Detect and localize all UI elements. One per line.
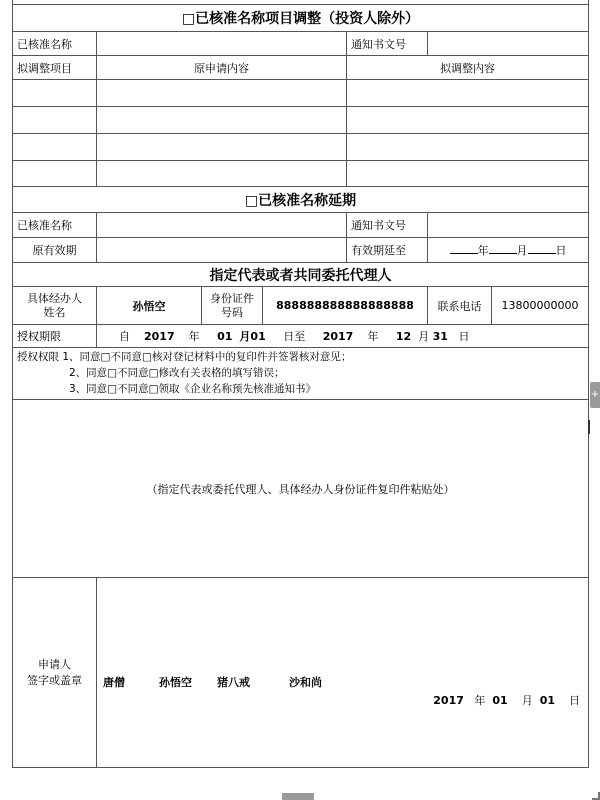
adjust-item-cell[interactable] [13,134,97,161]
applicant-signature-area[interactable] [97,578,589,768]
table-row [13,161,589,187]
proposed-content-cell[interactable] [347,134,589,161]
adjust-item-cell[interactable] [13,107,97,134]
application-form-table [12,4,589,768]
proposed-content-cell[interactable] [347,107,589,134]
section3-title: 指定代表或者共同委托代理人 [13,263,589,287]
auth-scope-item-3[interactable]: 3、同意□不同意□领取《企业名称预先核准通知书》 [69,383,317,395]
adjust-item-cell[interactable] [13,161,97,187]
table-row [13,80,589,107]
proposed-content-cell[interactable] [347,161,589,187]
side-expand-handle[interactable]: + [590,382,600,408]
original-content-label: 原申请内容 [97,56,347,80]
section1-title: □已核准名称项目调整（投资人除外） [13,5,589,32]
id-number-value[interactable]: 888888888888888888 [263,287,428,325]
section2-title: □已核准名称延期 [13,187,589,213]
adjust-item-cell[interactable] [13,80,97,107]
auth-scope-label: 授权权限 [17,351,59,363]
phone-value[interactable]: 13800000000 [492,287,589,325]
phone-label: 联系电话 [428,287,492,325]
notice-no-field[interactable] [428,32,589,56]
notice-no-label: 通知书文号 [347,32,428,56]
extend-to-label: 有效期延至 [347,238,428,263]
auth-period-value[interactable]: 自 2017 年 01 月01 日至 2017 年 12 月 31 日 [97,325,589,348]
approved-name-label: 已核准名称 [13,32,97,56]
signer-name: 猪八戒 [217,676,250,689]
id-paste-note: （指定代表或委托代理人、具体经办人身份证件复印件粘贴处） [146,482,455,496]
approved-name-field-2[interactable] [97,213,347,238]
original-content-cell[interactable] [97,107,347,134]
auth-scope-item-2[interactable]: 2、同意□不同意□修改有关表格的填写错误； [69,367,285,379]
original-validity-field[interactable] [97,238,347,263]
proposed-content-cell[interactable] [347,80,589,107]
original-content-cell[interactable] [97,161,347,187]
signer-name: 孙悟空 [159,676,192,689]
approved-name-field[interactable] [97,32,347,56]
original-validity-label: 原有效期 [13,238,97,263]
approved-name-label-2: 已核准名称 [13,213,97,238]
handler-name-value[interactable]: 孙悟空 [97,287,202,325]
signature-date: 2017 年 01 月 01 日 [433,694,581,707]
id-number-label: 身份证件 号码 [202,287,263,325]
signer-name: 唐僧 [103,676,125,689]
auth-scope-item-1[interactable]: 1、同意□不同意□核对登记材料中的复印件并签署核对意见； [62,351,352,363]
original-content-cell[interactable] [97,134,347,161]
signer-name: 沙和尚 [289,676,322,689]
adjust-item-label: 拟调整项目 [13,56,97,80]
id-copy-paste-area [13,400,589,578]
proposed-content-label: 拟调整内容 [347,56,589,80]
table-row [13,107,589,134]
notice-no-field-2[interactable] [428,213,589,238]
applicant-signature-label: 申请人 签字或盖章 [13,578,97,768]
resize-corner-icon[interactable] [592,792,600,800]
table-row [13,134,589,161]
bottom-scroll-handle[interactable] [282,793,314,800]
original-content-cell[interactable] [97,80,347,107]
auth-scope-block [13,348,589,400]
text-cursor-marker [588,420,590,434]
auth-period-label: 授权期限 [13,325,97,348]
handler-name-label: 具体经办人 姓名 [13,287,97,325]
extend-to-date-field[interactable]: 年 月 日 [428,238,589,263]
notice-no-label-2: 通知书文号 [347,213,428,238]
